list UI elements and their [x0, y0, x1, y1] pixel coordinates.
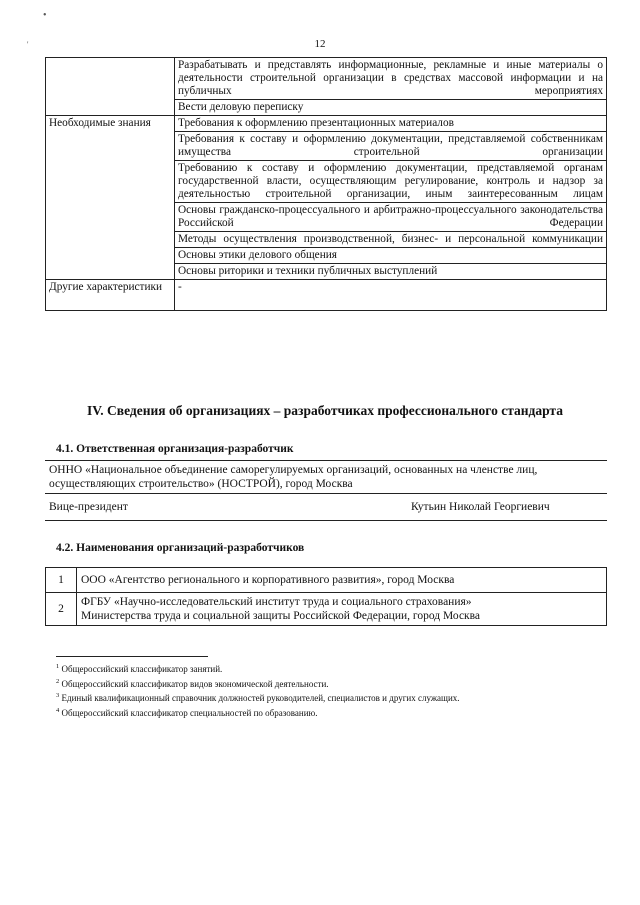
footnote: [56, 690, 616, 705]
table-row: [46, 116, 607, 132]
table-row: [46, 593, 607, 626]
footnote: [56, 661, 616, 676]
developer-orgs-table: [45, 567, 607, 626]
table-cell: Основы риторики и техники публичных выступлений: [175, 264, 607, 280]
footnote-separator: [56, 656, 208, 657]
subsection-title: 4.1. Ответственная организация-разработчик: [56, 443, 294, 455]
page-number: 12: [314, 38, 326, 50]
footnote: [56, 676, 616, 691]
table-cell: Основы этики делового общения: [175, 248, 607, 264]
signatory-position: Вице-президент: [45, 494, 326, 521]
table-cell: Требования к составу и оформлению документации, представляемой собственникам имущества строительной организации: [175, 132, 607, 161]
footnote-text: Единый квалификационный справочник должностей руководителей, специалистов и других служащих.: [61, 693, 460, 704]
org-name: [77, 593, 607, 626]
org-name: ООО «Агентство регионального и корпоративного развития», город Москва: [77, 568, 607, 593]
scan-mark: •: [43, 10, 47, 21]
org-name: ОННО «Национальное объединение саморегулируемых организаций, основанных на членстве лиц, осуществляющих строительство» (НОСТРОЙ), город Москва: [45, 461, 607, 494]
table-cell: Методы осуществления производственной, бизнес- и персональной коммуникации: [175, 232, 607, 248]
table-row: [45, 461, 607, 494]
table-cell: Основы гражданско-процессуального и арбитражно-процессуального законодательства Российской Федерации: [175, 203, 607, 232]
footnote-text: Общероссийский классификатор видов экономической деятельности.: [61, 678, 329, 689]
table-cell: -: [175, 280, 607, 311]
table-cell: Требованию к составу и оформлению документации, представляемой органам государственной власти, осуществляющим регулирование, контроль и надзор за деятельностью строительной организации, иным заинтересованным лицам: [175, 161, 607, 203]
row-label: [46, 58, 175, 116]
table-row: [46, 58, 607, 100]
footnotes: [56, 661, 616, 719]
table-cell: Требования к оформлению презентационных материалов: [175, 116, 607, 132]
org-name-line: Министерства труда и социальной защиты Российской Федерации, город Москва: [81, 610, 481, 622]
scan-mark: ': [27, 40, 29, 49]
skills-knowledge-table: [45, 57, 607, 311]
table-row: [46, 280, 607, 311]
table-cell: Вести деловую переписку: [175, 100, 607, 116]
org-name-line: ФГБУ «Научно-исследовательский институт труда и социального страхования»: [81, 596, 472, 608]
row-number: 1: [46, 568, 77, 593]
subsection-title: 4.2. Наименования организаций-разработчиков: [56, 542, 305, 554]
row-label-knowledge: Необходимые знания: [46, 116, 175, 280]
footnote-number: 4: [56, 706, 60, 714]
footnote-text: Общероссийский классификатор занятий.: [61, 664, 223, 674]
row-label-other: Другие характеристики: [46, 280, 175, 311]
row-number: 2: [46, 593, 77, 626]
footnote-number: 3: [56, 692, 60, 700]
footnote-number: 2: [56, 677, 60, 685]
table-cell: Разрабатывать и представлять информационные, рекламные и иные материалы о деятельности строительной организации в средствах массовой информации и на публичных мероприятиях: [175, 58, 607, 100]
responsible-org-table: [45, 460, 607, 521]
footnote: [56, 705, 616, 720]
table-row: [45, 494, 607, 521]
signatory-name: Кутьин Николай Георгиевич: [326, 494, 607, 521]
footnote-text: Общероссийский классификатор специальностей по образованию.: [61, 707, 318, 718]
footnote-number: 1: [56, 663, 60, 670]
section-title: IV. Сведения об организациях – разработчиках профессионального стандарта: [87, 403, 563, 418]
table-row: [46, 568, 607, 593]
